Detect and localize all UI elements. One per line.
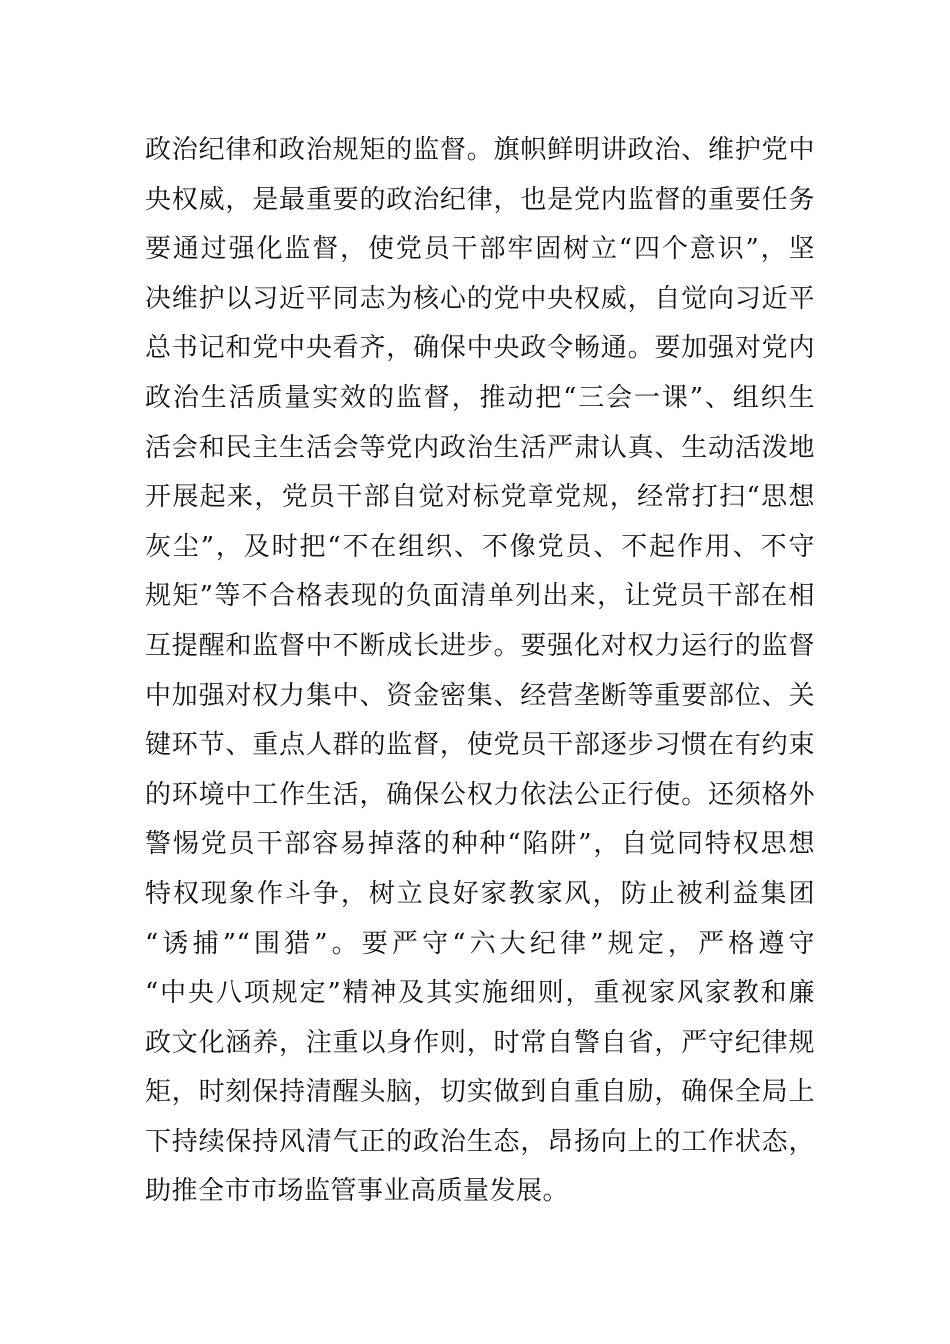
text-line: 的环境中工作生活，确保公权力依法公正行使。还须格外 — [145, 779, 815, 810]
text-line: 规矩”等不合格表现的负面清单列出来，让党员干部在相 — [145, 581, 815, 612]
text-line: 键环节、重点人群的监督，使党员干部逐步习惯在有约束 — [145, 730, 815, 761]
text-line: 政治生活质量实效的监督，推动把“三会一课”、组织生 — [145, 382, 815, 413]
text-line: 开展起来，党员干部自觉对标党章党规，经常打扫“思想 — [145, 482, 815, 513]
text-line: “中央八项规定”精神及其实施细则，重视家风家教和廉 — [145, 978, 815, 1009]
body-paragraph — [145, 126, 815, 1217]
text-line: 活会和民主生活会等党内政治生活严肃认真、生动活泼地 — [145, 432, 815, 463]
text-line: 政治纪律和政治规矩的监督。旗帜鲜明讲政治、维护党中 — [145, 135, 815, 165]
text-line: 中加强对权力集中、资金密集、经营垄断等重要部位、关 — [145, 680, 815, 711]
text-line: 要通过强化监督，使党员干部牢固树立“四个意识”，坚 — [145, 234, 815, 265]
text-line: 警惕党员干部容易掉落的种种“陷阱”，自觉同特权思想 — [145, 829, 815, 860]
text-line: 特权现象作斗争，树立良好家教家风，防止被利益集团 — [145, 878, 815, 909]
text-line: 决维护以习近平同志为核心的党中央权威，自觉向习近平 — [145, 283, 815, 314]
text-line: 互提醒和监督中不断成长进步。要强化对权力运行的监督 — [145, 630, 815, 661]
text-line-last: 助推全市市场监管事业高质量发展。 — [145, 1176, 570, 1207]
text-line: 总书记和党中央看齐，确保中央政令畅通。要加强对党内 — [145, 333, 815, 364]
text-line: “诱捕”“围猎”。要严守“六大纪律”规定，严格遵守 — [145, 928, 815, 959]
text-line: 灰尘”，及时把“不在组织、不像党员、不起作用、不守 — [145, 531, 815, 562]
text-line: 下持续保持风清气正的政治生态，昂扬向上的工作状态， — [145, 1126, 815, 1157]
text-line: 央权威，是最重要的政治纪律，也是党内监督的重要任务 — [145, 184, 815, 215]
text-line: 政文化涵养，注重以身作则，时常自警自省，严守纪律规 — [145, 1027, 815, 1058]
text-line: 矩，时刻保持清醒头脑，切实做到自重自励，确保全局上 — [145, 1077, 815, 1108]
